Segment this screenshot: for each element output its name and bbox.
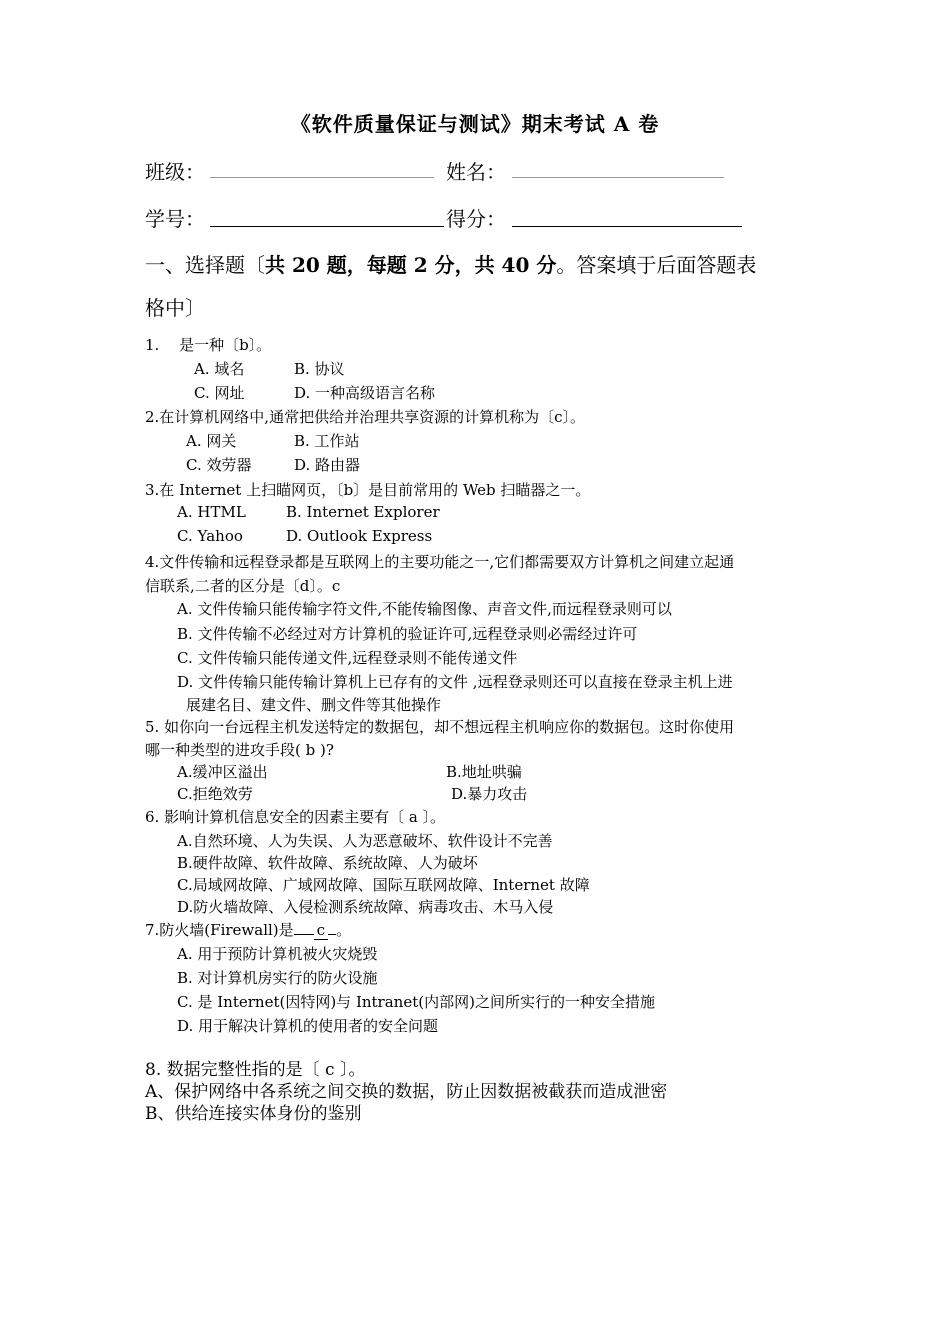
section-heading-cont: 格中〕	[145, 296, 205, 320]
q7-option-a: A. 用于预防计算机被火灾烧毁	[177, 945, 378, 963]
exam-title: 《软件质量保证与测试》期末考试 A 卷	[290, 112, 660, 136]
q5-option-a: A.缓冲区溢出	[177, 763, 268, 781]
student-id-input-line[interactable]	[210, 226, 444, 227]
class-input-line[interactable]	[210, 177, 434, 178]
q1-option-c: C. 网址	[194, 384, 245, 402]
name-input-line[interactable]	[512, 177, 724, 178]
q1-option-a: A. 域名	[194, 360, 245, 378]
q4-option-b: B. 文件传输不必经过对方计算机的验证许可,远程登录则必需经过许可	[177, 625, 638, 643]
name-label: 姓名：	[446, 160, 506, 184]
q6-option-a: A.自然环境、人为失误、人为恶意破坏、软件设计不完善	[177, 832, 553, 850]
question-1-stem: 1. 是一种〔b〕。	[145, 336, 272, 354]
q4-option-d: D. 文件传输只能传输计算机上已存有的文件 ,远程登录则还可以直接在登录主机上进	[177, 673, 733, 691]
q7-option-c: C. 是 Internet(因特网)与 Intranet(内部网)之间所实行的一种安全措施	[177, 993, 655, 1011]
section-heading: 一、选择题〔共 20 题，每题 2 分，共 40 分。答案填于后面答题表	[145, 253, 757, 277]
q5-option-c: C.拒绝效劳	[177, 785, 253, 803]
q7-option-d: D. 用于解决计算机的使用者的安全问题	[177, 1017, 439, 1035]
q6-option-d: D.防火墙故障、入侵检测系统故障、病毒攻击、木马入侵	[177, 898, 554, 916]
question-4-stem: 4.文件传输和远程登录都是互联网上的主要功能之一,它们都需要双方计算机之间建立起通	[145, 553, 735, 571]
q7-answer: c	[314, 921, 328, 940]
q2-option-d: D. 路由器	[294, 456, 361, 474]
question-8-stem: 8. 数据完整性指的是〔 c 〕。	[145, 1060, 366, 1080]
class-label: 班级：	[145, 160, 205, 184]
student-id-label: 学号：	[145, 207, 205, 231]
q8-option-a: A、保护网络中各系统之间交换的数据，防止因数据被截获而造成泄密	[145, 1082, 668, 1102]
q3-option-a: A. HTML	[177, 503, 246, 521]
question-4-stem-cont: 信联系,二者的区分是〔d〕。c	[145, 577, 341, 595]
q6-option-c: C.局域网故障、广域网故障、国际互联网故障、Internet 故障	[177, 876, 590, 894]
question-5-stem: 5. 如你向一台远程主机发送特定的数据包，却不想远程主机响应你的数据包。这时你使用	[145, 718, 735, 736]
question-2-stem: 2.在计算机网络中,通常把供给并治理共享资源的计算机称为〔c〕。	[145, 408, 585, 426]
q3-option-c: C. Yahoo	[177, 527, 243, 545]
question-3-stem: 3.在 Internet 上扫瞄网页，〔b〕是目前常用的 Web 扫瞄器之一。	[145, 481, 591, 499]
q2-option-c: C. 效劳器	[186, 456, 252, 474]
q7-option-b: B. 对计算机房实行的防火设施	[177, 969, 378, 987]
q4-option-d-cont: 展建名目、建文件、删文件等其他操作	[186, 696, 442, 714]
question-7-stem: 7.防火墙(Firewall)是 c 。	[145, 921, 352, 939]
question-5-stem-cont: 哪一种类型的进攻手段( b )?	[145, 741, 334, 759]
q2-option-a: A. 网关	[186, 432, 237, 450]
q5-option-b: B.地址哄骗	[446, 763, 522, 781]
q5-option-d: D.暴力攻击	[451, 785, 528, 803]
q2-option-b: B. 工作站	[294, 432, 360, 450]
q3-option-d: D. Outlook Express	[286, 527, 433, 545]
q1-option-d: D. 一种高级语言名称	[294, 384, 436, 402]
q6-option-b: B.硬件故障、软件故障、系统故障、人为破坏	[177, 854, 478, 872]
q1-option-b: B. 协议	[294, 360, 345, 378]
q8-option-b: B、供给连接实体身份的鉴别	[145, 1104, 362, 1124]
score-label: 得分：	[446, 207, 506, 231]
q4-option-c: C. 文件传输只能传递文件,远程登录则不能传递文件	[177, 649, 518, 667]
q4-option-a: A. 文件传输只能传输字符文件,不能传输图像、声音文件,而远程登录则可以	[177, 600, 672, 618]
question-6-stem: 6. 影响计算机信息安全的因素主要有〔 a 〕。	[145, 808, 446, 826]
score-input-line[interactable]	[512, 226, 742, 227]
q3-option-b: B. Internet Explorer	[286, 503, 440, 521]
